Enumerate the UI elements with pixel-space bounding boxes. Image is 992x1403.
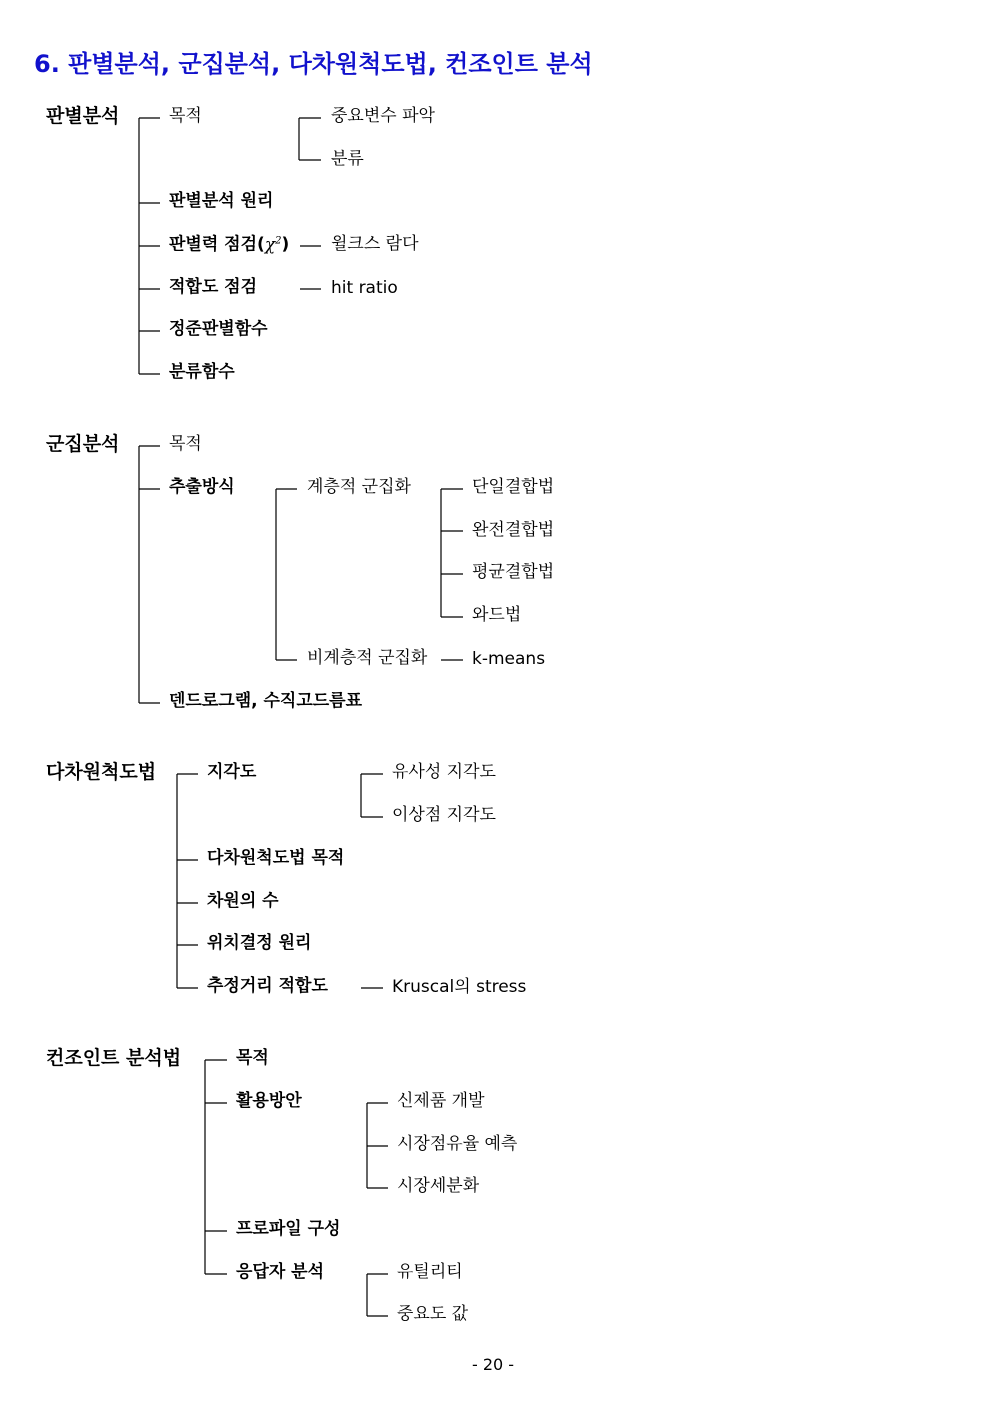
node-number-of-dimensions: 차원의 수	[207, 891, 279, 911]
page-title: 6. 판별분석, 군집분석, 다차원척도법, 컨조인트 분석	[34, 50, 593, 78]
node-new-product-development: 신제품 개발	[397, 1091, 485, 1111]
node-utility: 유틸리티	[397, 1262, 463, 1282]
node-important-variables: 중요변수 파악	[331, 106, 435, 126]
node-purpose: 목적	[169, 106, 202, 126]
node-profile-construction: 프로파일 구성	[236, 1219, 341, 1239]
node-dendrogram: 덴드로그램, 수직고드름표	[169, 691, 363, 711]
node-discriminant-power-check: 판별력 점검$(\chi^2)$	[169, 234, 290, 255]
node-positioning-principle: 위치결정 원리	[207, 933, 312, 953]
root-conjoint-analysis: 컨조인트 분석법	[46, 1047, 182, 1069]
node-classification-function: 분류함수	[169, 362, 235, 382]
node-average-linkage: 평균결합법	[472, 562, 555, 582]
node-ideal-point-map: 이상점 지각도	[392, 805, 496, 825]
node-importance-value: 중요도 값	[397, 1304, 469, 1324]
node-fit-check: 적합도 점검	[169, 277, 258, 297]
node-perceptual-map: 지각도	[207, 762, 257, 782]
node-extraction-method: 추출방식	[169, 477, 235, 497]
node-classification: 분류	[331, 149, 364, 169]
node-market-share-forecast: 시장점유율 예측	[397, 1134, 518, 1154]
node-market-segmentation: 시장세분화	[397, 1176, 480, 1196]
node-k-means: k-means	[472, 649, 546, 669]
node-hierarchical-clustering: 계층적 군집화	[307, 477, 411, 497]
node-canonical-discriminant-function: 정준판별함수	[169, 319, 268, 339]
node-kruskal-stress: Kruscal의 stress	[392, 977, 527, 997]
node-mds-purpose: 다차원척도법 목적	[207, 848, 345, 868]
node-discriminant-principle: 판별분석 원리	[169, 191, 274, 211]
power-check-label: 판별력 점검(	[169, 234, 265, 255]
node-wilks-lambda: 윌크스 람다	[331, 234, 419, 254]
node-ward-method: 와드법	[472, 605, 522, 625]
node-single-linkage: 단일결합법	[472, 477, 555, 497]
node-applications: 활용방안	[236, 1091, 302, 1111]
node-purpose: 목적	[236, 1048, 269, 1068]
node-respondent-analysis: 응답자 분석	[236, 1262, 325, 1282]
chi-square-symbol: $\chi^2$	[264, 234, 282, 255]
node-complete-linkage: 완전결합법	[472, 520, 555, 540]
root-discriminant-analysis: 판별분석	[46, 105, 120, 127]
node-estimated-distance-fit: 추정거리 적합도	[207, 976, 328, 996]
page-number: - 20 -	[472, 1355, 515, 1374]
root-cluster-analysis: 군집분석	[46, 433, 120, 455]
node-nonhierarchical-clustering: 비계층적 군집화	[307, 648, 428, 668]
node-similarity-map: 유사성 지각도	[392, 762, 496, 782]
root-multidimensional-scaling: 다차원척도법	[46, 761, 157, 783]
node-hit-ratio: hit ratio	[331, 278, 398, 298]
node-purpose: 목적	[169, 434, 202, 454]
